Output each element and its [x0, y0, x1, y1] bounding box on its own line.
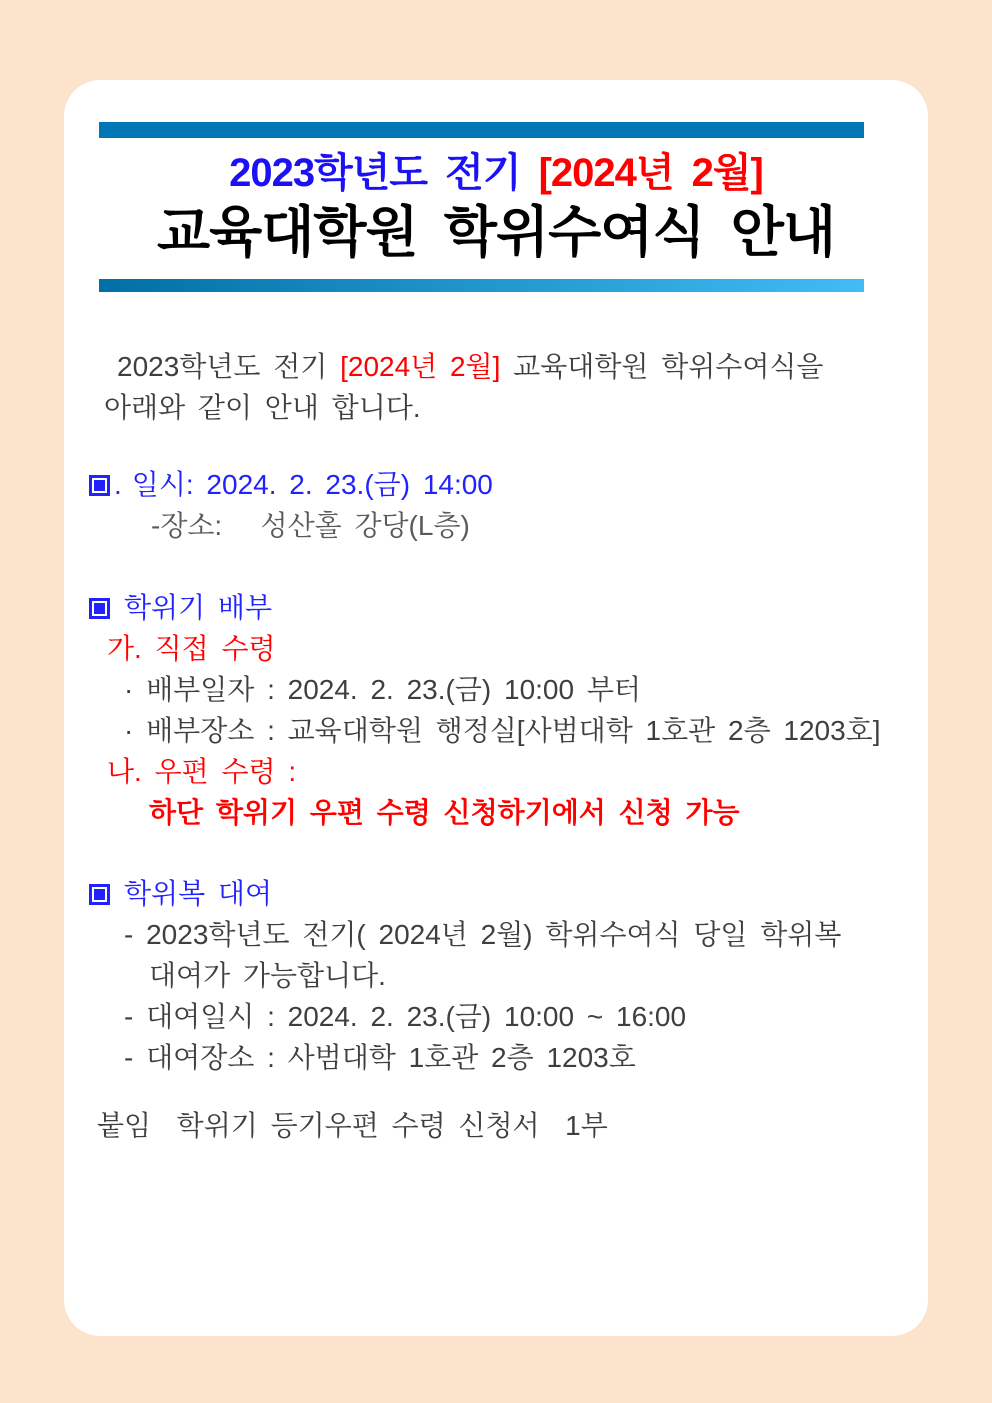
gown-rental-place: - 대여장소 : 사범대학 1호관 2층 1203호: [124, 1041, 636, 1073]
gown-section-heading: [89, 873, 903, 914]
diploma-section-heading: [89, 587, 903, 628]
bullet-inner-square: [94, 480, 105, 491]
intro-line1-before: 2023학년도 전기: [117, 350, 341, 382]
bullet-inner-square: [94, 889, 105, 900]
header-top-bar: [99, 122, 864, 138]
diploma-mail-note: 하단 학위기 우편 수령 신청하기에서 신청 가능: [149, 796, 740, 828]
gown-rental-time: - 대여일시 : 2024. 2. 23.(금) 10:00 ~ 16:00: [124, 1000, 687, 1032]
square-in-square-bullet-icon: [89, 598, 110, 619]
intro-line-2: 아래와 같이 안내 합니다.: [104, 391, 421, 423]
diploma-mail-label: 나. 우편 수령 :: [107, 755, 297, 787]
gown-availability-line-1: - 2023학년도 전기( 2024년 2월) 학위수여식 당일 학위복: [124, 918, 842, 950]
event-venue-line: -장소: 성산홀 강당(L층): [151, 509, 470, 541]
section-diploma: [89, 587, 903, 833]
intro-line1-month: [2024년 2월]: [340, 350, 501, 382]
gown-availability-line-2: 대여가 가능합니다.: [149, 959, 386, 991]
section-gown: [89, 873, 903, 1078]
subtitle-term-text: 2023학년도 전기: [229, 151, 539, 195]
event-datetime-text: 일시: 2024. 2. 23.(금) 14:00: [131, 468, 493, 500]
intro-line-1: [89, 346, 903, 387]
gown-heading-text: 학위복 대여: [124, 877, 273, 909]
section-event: [89, 464, 903, 546]
diploma-direct-date: · 배부일자 : 2024. 2. 23.(금) 10:00 부터: [124, 673, 641, 705]
diploma-direct-label: 가. 직접 수령: [107, 632, 276, 664]
diploma-heading-text: 학위기 배부: [124, 591, 273, 623]
bullet-inner-square: [94, 603, 105, 614]
event-bullet-dot: .: [114, 468, 122, 500]
intro-line1-after: 교육대학원 학위수여식을: [500, 350, 824, 382]
event-date-heading: [89, 464, 903, 505]
subtitle-month-text: [2024년 2월]: [538, 151, 763, 195]
intro-paragraph: [89, 346, 903, 428]
header-bottom-bar: [99, 279, 864, 292]
attachment-section: [89, 1105, 903, 1146]
square-in-square-bullet-icon: [89, 475, 110, 496]
page-title: 교육대학원 학위수여식 안내: [156, 201, 836, 263]
notice-card: [64, 80, 928, 1336]
notice-subtitle: [89, 148, 903, 198]
square-in-square-bullet-icon: [89, 884, 110, 905]
attachment-line: 붙임 학위기 등기우편 수령 신청서 1부: [97, 1109, 608, 1141]
diploma-direct-place: · 배부장소 : 교육대학원 행정실[사범대학 1호관 2층 1203호]: [124, 714, 881, 746]
